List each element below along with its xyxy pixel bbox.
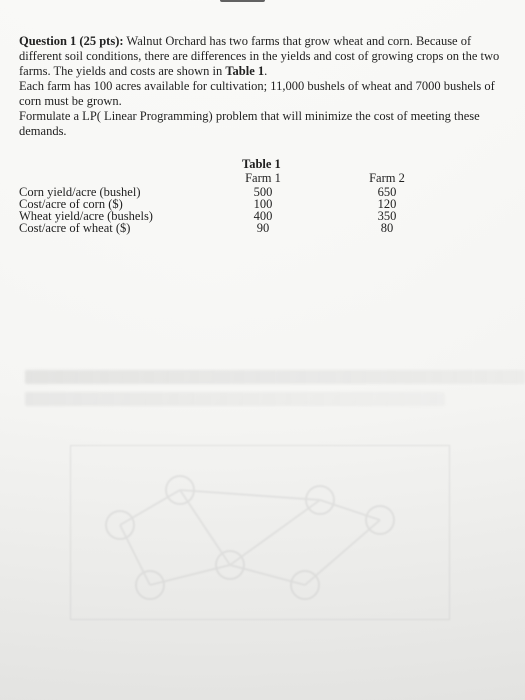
- header-farm2: Farm 2: [369, 171, 405, 185]
- farm1-wheat-yield: 400: [253, 209, 273, 223]
- row-label-corn-yield: Corn yield/acre (bushel): [19, 185, 141, 199]
- farm1-values: [243, 186, 283, 234]
- farm1-corn-cost: 100: [253, 197, 273, 211]
- question-line-5: corn must be grown.: [19, 94, 122, 108]
- farm2-wheat-cost: 80: [380, 221, 394, 235]
- question-line-4: Each farm has 100 acres available for cultivation; 11,000 bushels of wheat and 7000 bushels of: [19, 79, 495, 93]
- graph-edge: [150, 565, 230, 585]
- question-line-1: [19, 34, 519, 49]
- farm1-corn-yield: 500: [253, 185, 273, 199]
- question-block: [19, 34, 519, 139]
- table-title: Table 1: [242, 157, 281, 171]
- question-title: Question 1 (25 pts):: [19, 34, 124, 48]
- farm2-wheat-yield: 350: [377, 209, 397, 223]
- graph-edge: [230, 565, 305, 585]
- row-label-wheat-cost: Cost/acre of wheat ($): [19, 221, 131, 235]
- header-farm1: Farm 1: [245, 171, 281, 185]
- bleed-through-graph: [70, 445, 450, 620]
- question-text-1: Walnut Orchard has two farms that grow wheat and corn. Because of: [123, 34, 472, 48]
- graph-edge: [230, 500, 320, 565]
- farm1-wheat-cost: 90: [256, 221, 270, 235]
- farm2-corn-cost: 120: [377, 197, 397, 211]
- graph-edge: [120, 525, 150, 585]
- data-table: [19, 158, 439, 268]
- question-line-6: Formulate a LP( Linear Programming) problem that will minimize the cost of meeting these: [19, 109, 480, 123]
- row-label-corn-cost: Cost/acre of corn ($): [19, 197, 123, 211]
- farm2-values: [367, 186, 407, 234]
- question-line-3: [19, 64, 519, 79]
- row-label-wheat-yield: Wheat yield/acre (bushels): [19, 209, 153, 223]
- table-reference: Table 1: [225, 64, 265, 78]
- question-text-3b: .: [264, 64, 268, 78]
- graph-edge: [180, 490, 320, 500]
- graph-edges: [120, 490, 380, 585]
- graph-edge: [120, 490, 180, 525]
- question-line-7: demands.: [19, 124, 67, 138]
- row-labels: [19, 186, 153, 234]
- graph-frame: [70, 445, 450, 620]
- bleed-through-text: [25, 370, 525, 406]
- page-edge-smudge: [220, 0, 265, 2]
- question-text-3a: farms. The yields and costs are shown in: [19, 64, 226, 78]
- question-line-2: different soil conditions, there are differences in the yields and cost of growing crops on the two: [19, 49, 500, 63]
- farm2-corn-yield: 650: [377, 185, 397, 199]
